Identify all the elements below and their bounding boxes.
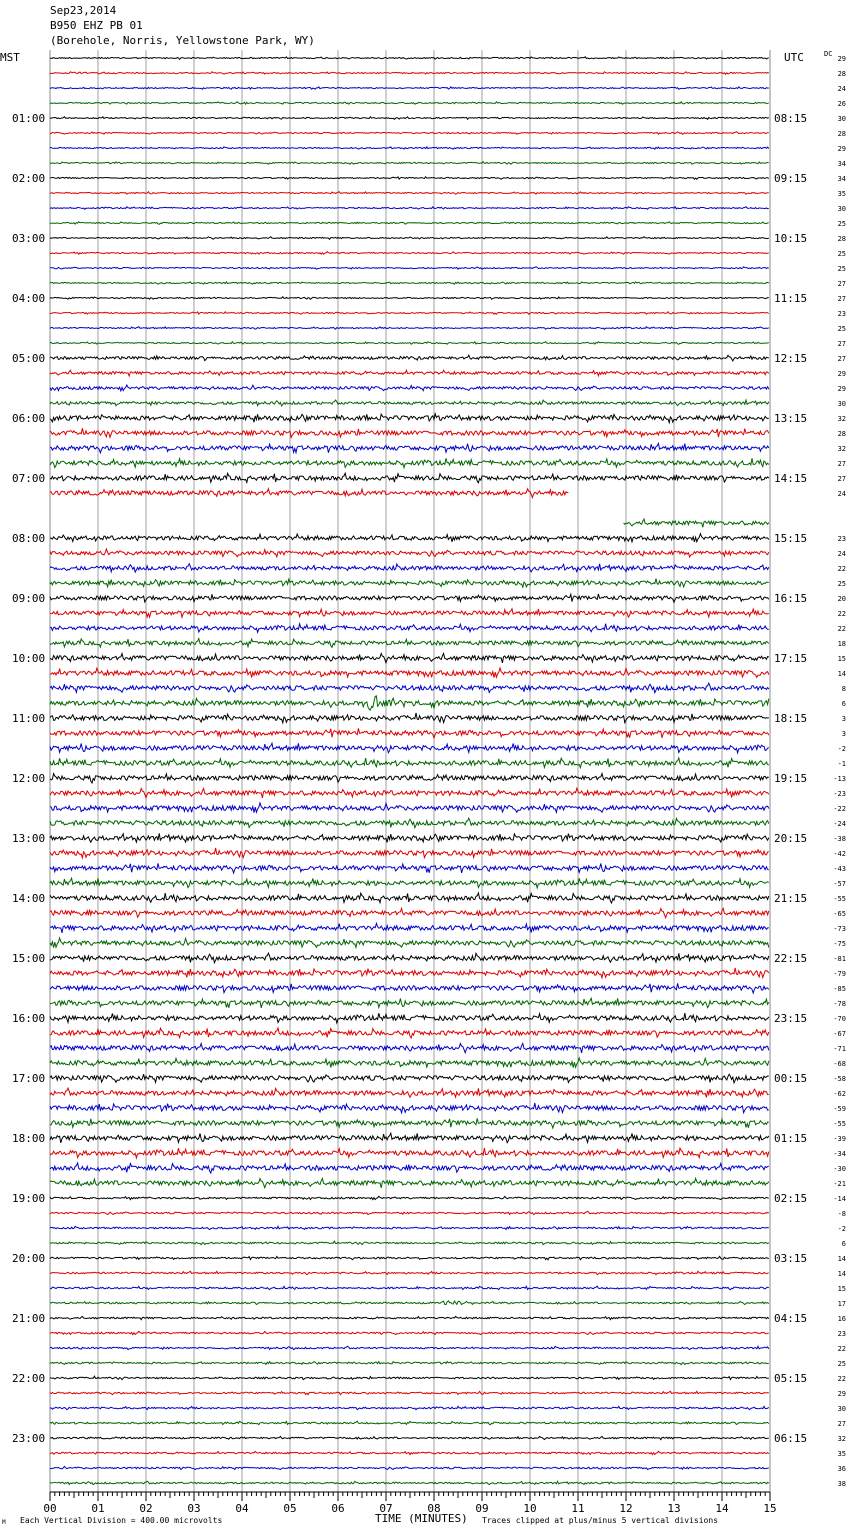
trace-row-43: [50, 696, 769, 710]
trace-row-54: [50, 863, 769, 873]
utc-hour-label: 20:15: [774, 832, 808, 845]
trace-row-25: [50, 428, 769, 437]
utc-hour-label: 00:15: [774, 1072, 808, 1085]
dc-offset-value: -24: [833, 820, 846, 828]
dc-offset-value: -43: [833, 865, 846, 873]
trace-row-26: [50, 443, 769, 452]
dc-offset-value: 6: [841, 700, 846, 708]
mst-hour-label: 01:00: [12, 112, 46, 125]
trace-row-14: [50, 267, 769, 270]
dc-offset-value: -2: [837, 1225, 846, 1233]
dc-offset-value: 14: [837, 1255, 846, 1263]
utc-hour-label: 12:15: [774, 352, 808, 365]
dc-offset-value: 22: [837, 610, 846, 618]
trace-row-38: [50, 624, 769, 633]
utc-hour-label: 08:15: [774, 112, 808, 125]
trace-row-64: [50, 1013, 769, 1023]
trace-row-0: [50, 57, 769, 60]
dc-offset-value: 15: [837, 655, 846, 663]
trace-row-15: [50, 282, 769, 284]
trace-row-86: [50, 1346, 769, 1349]
mst-hour-label: 06:00: [12, 412, 46, 425]
dc-offset-value: 27: [837, 475, 846, 483]
trace-row-67: [50, 1058, 769, 1068]
scale-note: Each Vertical Division = 400.00 microvolts: [20, 1516, 223, 1525]
dc-offset-value: 28: [837, 235, 846, 243]
trace-row-2: [50, 87, 769, 90]
trace-row-50: [50, 803, 769, 813]
dc-offset-value: 25: [837, 580, 846, 588]
trace-row-60: [50, 953, 769, 963]
mst-hour-label: 05:00: [12, 352, 46, 365]
trace-row-32: [50, 534, 769, 542]
dc-offset-value: 24: [837, 550, 846, 558]
mst-hour-label: 08:00: [12, 532, 46, 545]
dc-offset-value: 29: [837, 55, 846, 63]
trace-row-11: [50, 222, 769, 225]
dc-offset-value: 28: [837, 130, 846, 138]
utc-hour-label: 19:15: [774, 772, 808, 785]
trace-row-9: [50, 192, 769, 195]
dc-label: DC: [824, 50, 833, 58]
dc-offset-value: 16: [837, 1315, 846, 1323]
dc-offset-value: -70: [833, 1015, 846, 1023]
dc-offset-value: 27: [837, 355, 846, 363]
mst-hour-label: 15:00: [12, 952, 46, 965]
trace-row-75: [50, 1178, 769, 1188]
mst-hour-label: 03:00: [12, 232, 46, 245]
trace-row-6: [50, 147, 769, 149]
dc-offset-value: 27: [837, 280, 846, 288]
corner-mark: M: [2, 1519, 6, 1526]
minute-gridlines: [50, 50, 770, 1492]
dc-offset-value: 28: [837, 70, 846, 78]
trace-row-55: [50, 878, 769, 888]
trace-row-69: [50, 1088, 769, 1097]
trace-row-13: [50, 252, 769, 255]
dc-offset-value: -21: [833, 1180, 846, 1188]
trace-row-90: [50, 1406, 769, 1409]
dc-offset-value: 6: [841, 1240, 846, 1248]
header-date: Sep23,2014: [50, 4, 117, 17]
trace-row-87: [50, 1362, 769, 1365]
trace-row-94: [50, 1466, 769, 1469]
utc-hour-label: 10:15: [774, 232, 808, 245]
x-tick-label: 09: [475, 1502, 489, 1515]
x-tick-label: 04: [235, 1502, 249, 1515]
trace-row-91: [50, 1421, 769, 1425]
trace-row-4: [50, 117, 769, 120]
x-tick-label: 10: [523, 1502, 537, 1515]
mst-hour-label: 02:00: [12, 172, 46, 185]
dc-offset-value: 24: [837, 85, 846, 93]
trace-row-71: [50, 1118, 769, 1128]
utc-hour-label: 11:15: [774, 292, 808, 305]
utc-hour-label: 22:15: [774, 952, 808, 965]
dc-offset-value: -34: [833, 1150, 846, 1158]
trace-row-7: [50, 162, 769, 165]
x-tick-label: 08: [427, 1502, 441, 1515]
trace-row-61: [50, 968, 769, 978]
trace-row-82: [50, 1286, 769, 1290]
dc-offset-value: 22: [837, 1375, 846, 1383]
dc-offset-value: -58: [833, 1075, 846, 1083]
mst-hour-label: 19:00: [12, 1192, 46, 1205]
dc-offset-value: 30: [837, 205, 846, 213]
x-tick-label: 02: [139, 1502, 153, 1515]
utc-hour-label: 21:15: [774, 892, 808, 905]
header-station: B950 EHZ PB 01: [50, 19, 143, 32]
trace-row-80: [50, 1256, 769, 1259]
utc-hour-labels: [774, 112, 807, 1445]
trace-row-93: [50, 1451, 769, 1454]
clip-note: Traces clipped at plus/minus 5 vertical divisions: [482, 1516, 719, 1525]
utc-hour-label: 02:15: [774, 1192, 808, 1205]
dc-offset-value: 29: [837, 1390, 846, 1398]
dc-offset-value: 18: [837, 640, 846, 648]
mst-hour-label: 04:00: [12, 292, 46, 305]
dc-offset-value: -78: [833, 1000, 846, 1008]
mst-hour-labels: [12, 112, 45, 1445]
dc-offset-value: 30: [837, 115, 846, 123]
mst-hour-label: 20:00: [12, 1252, 46, 1265]
header-location: (Borehole, Norris, Yellowstone Park, WY): [50, 34, 315, 47]
dc-offset-value: -22: [833, 805, 846, 813]
trace-row-57: [50, 908, 769, 917]
dc-offset-value: 14: [837, 670, 846, 678]
dc-offset-value: 27: [837, 340, 846, 348]
utc-hour-label: 15:15: [774, 532, 808, 545]
utc-hour-label: 01:15: [774, 1132, 808, 1145]
dc-offset-value: -62: [833, 1090, 846, 1098]
x-tick-label: 14: [715, 1502, 729, 1515]
dc-offset-value: 30: [837, 1405, 846, 1413]
dc-offset-value: 27: [837, 460, 846, 468]
mst-hour-label: 09:00: [12, 592, 46, 605]
dc-offset-value: -81: [833, 955, 846, 963]
trace-row-77: [50, 1211, 769, 1214]
mst-hour-label: 21:00: [12, 1312, 46, 1325]
trace-row-68: [50, 1074, 769, 1083]
trace-row-83: [50, 1301, 769, 1305]
seismic-traces: [50, 57, 769, 1485]
mst-hour-label: 23:00: [12, 1432, 46, 1445]
x-tick-label: 13: [667, 1502, 681, 1515]
dc-offset-value: 38: [837, 1480, 846, 1488]
trace-row-27: [50, 458, 769, 467]
trace-row-42: [50, 683, 769, 693]
dc-offset-value: 23: [837, 310, 846, 318]
utc-hour-label: 18:15: [774, 712, 808, 725]
utc-hour-label: 17:15: [774, 652, 808, 665]
dc-offset-value: -65: [833, 910, 846, 918]
dc-offset-value: 32: [837, 1435, 846, 1443]
trace-row-59: [50, 938, 769, 948]
dc-offset-value: 23: [837, 1330, 846, 1338]
dc-offset-value: 26: [837, 100, 846, 108]
trace-row-29: [50, 489, 568, 498]
trace-row-95: [50, 1481, 769, 1484]
mst-hour-label: 16:00: [12, 1012, 46, 1025]
utc-hour-label: 09:15: [774, 172, 808, 185]
trace-row-48: [50, 774, 769, 784]
x-tick-label: 05: [283, 1502, 297, 1515]
mst-hour-label: 13:00: [12, 832, 46, 845]
dc-offset-value: -85: [833, 985, 846, 993]
x-tick-label: 01: [91, 1502, 105, 1515]
dc-offset-value: -39: [833, 1135, 846, 1143]
dc-offset-value: 35: [837, 1450, 846, 1458]
x-tick-label: 00: [43, 1502, 57, 1515]
dc-offset-value: -57: [833, 880, 846, 888]
trace-row-20: [50, 355, 769, 361]
utc-hour-label: 14:15: [774, 472, 808, 485]
trace-row-37: [50, 609, 769, 617]
mst-hour-label: 17:00: [12, 1072, 46, 1085]
trace-row-23: [50, 400, 769, 406]
trace-row-81: [50, 1271, 769, 1274]
dc-offset-value: -8: [837, 1210, 846, 1218]
trace-row-35: [50, 579, 769, 588]
dc-offset-value: -71: [833, 1045, 846, 1053]
x-tick-label: 12: [619, 1502, 633, 1515]
dc-offset-value: 25: [837, 325, 846, 333]
x-tick-label: 15: [763, 1502, 777, 1515]
utc-hour-label: 03:15: [774, 1252, 808, 1265]
trace-row-85: [50, 1331, 769, 1334]
dc-offset-value: 17: [837, 1300, 846, 1308]
trace-row-8: [50, 177, 769, 180]
dc-offset-value: 22: [837, 625, 846, 633]
dc-offset-labels: [833, 55, 846, 1488]
dc-offset-value: 27: [837, 295, 846, 303]
x-tick-label: 06: [331, 1502, 345, 1515]
utc-hour-label: 23:15: [774, 1012, 808, 1025]
dc-offset-value: 29: [837, 145, 846, 153]
dc-offset-value: -14: [833, 1195, 846, 1203]
trace-row-51: [50, 818, 769, 828]
trace-row-19: [50, 342, 769, 345]
trace-row-78: [50, 1226, 769, 1229]
dc-offset-value: 34: [837, 175, 846, 183]
dc-offset-value: 34: [837, 160, 846, 168]
trace-row-5: [50, 132, 769, 135]
trace-row-89: [50, 1391, 769, 1394]
dc-offset-value: 29: [837, 370, 846, 378]
trace-row-36: [50, 594, 769, 602]
trace-row-72: [50, 1133, 769, 1143]
mst-hour-label: 07:00: [12, 472, 46, 485]
utc-label: UTC: [784, 51, 804, 64]
trace-row-44: [50, 713, 769, 723]
dc-offset-value: 23: [837, 535, 846, 543]
x-tick-label: 07: [379, 1502, 393, 1515]
trace-row-41: [50, 668, 769, 678]
dc-offset-value: -38: [833, 835, 846, 843]
dc-offset-value: 20: [837, 595, 846, 603]
trace-row-40: [50, 653, 769, 663]
trace-row-47: [50, 758, 769, 768]
dc-offset-value: -67: [833, 1030, 846, 1038]
mst-hour-label: 11:00: [12, 712, 46, 725]
dc-offset-value: -13: [833, 775, 846, 783]
trace-row-70: [50, 1103, 769, 1113]
dc-offset-value: 15: [837, 1285, 846, 1293]
dc-offset-value: 25: [837, 265, 846, 273]
dc-offset-value: -55: [833, 895, 846, 903]
dc-offset-value: 24: [837, 490, 846, 498]
utc-hour-label: 16:15: [774, 592, 808, 605]
dc-offset-value: 32: [837, 445, 846, 453]
utc-hour-label: 05:15: [774, 1372, 808, 1385]
dc-offset-value: 32: [837, 415, 846, 423]
trace-row-58: [50, 923, 769, 933]
dc-offset-value: -68: [833, 1060, 846, 1068]
trace-row-46: [50, 743, 769, 753]
utc-hour-label: 04:15: [774, 1312, 808, 1325]
dc-offset-value: -55: [833, 1120, 846, 1128]
dc-offset-value: -1: [837, 760, 846, 768]
mst-hour-label: 10:00: [12, 652, 46, 665]
dc-offset-value: -30: [833, 1165, 846, 1173]
mst-hour-label: 18:00: [12, 1132, 46, 1145]
dc-offset-value: 36: [837, 1465, 846, 1473]
trace-row-31: [624, 519, 769, 527]
x-axis-title: TIME (MINUTES): [375, 1512, 468, 1525]
trace-row-18: [50, 327, 769, 330]
trace-row-24: [50, 414, 769, 423]
trace-row-84: [50, 1316, 769, 1319]
dc-offset-value: 3: [841, 730, 846, 738]
trace-row-17: [50, 312, 769, 315]
dc-offset-value: 22: [837, 1345, 846, 1353]
dc-offset-value: -42: [833, 850, 846, 858]
trace-row-52: [50, 833, 769, 842]
dc-offset-value: 8: [841, 685, 846, 693]
mst-hour-label: 22:00: [12, 1372, 46, 1385]
dc-offset-value: 25: [837, 220, 846, 228]
mst-hour-label: 14:00: [12, 892, 46, 905]
x-tick-label: 11: [571, 1502, 585, 1515]
dc-offset-value: -59: [833, 1105, 846, 1113]
mst-label: MST: [0, 51, 20, 64]
dc-offset-value: -79: [833, 970, 846, 978]
trace-row-63: [50, 998, 769, 1008]
x-tick-label: 03: [187, 1502, 201, 1515]
dc-offset-value: 14: [837, 1270, 846, 1278]
trace-row-21: [50, 370, 769, 376]
trace-row-12: [50, 237, 769, 240]
trace-row-76: [50, 1196, 769, 1199]
dc-offset-value: 30: [837, 400, 846, 408]
trace-row-33: [50, 549, 769, 557]
trace-row-53: [50, 848, 769, 858]
trace-row-92: [50, 1436, 769, 1439]
trace-row-45: [50, 728, 769, 738]
trace-row-73: [50, 1148, 769, 1158]
dc-offset-value: 29: [837, 385, 846, 393]
dc-offset-value: 35: [837, 190, 846, 198]
trace-row-10: [50, 207, 769, 210]
dc-offset-value: 27: [837, 1420, 846, 1428]
trace-row-56: [50, 893, 769, 903]
utc-hour-label: 06:15: [774, 1432, 808, 1445]
dc-offset-value: 3: [841, 715, 846, 723]
dc-offset-value: 22: [837, 565, 846, 573]
trace-row-74: [50, 1163, 769, 1173]
trace-row-65: [50, 1028, 769, 1038]
utc-hour-label: 13:15: [774, 412, 808, 425]
trace-row-62: [50, 983, 769, 993]
trace-row-34: [50, 564, 769, 572]
mst-hour-label: 12:00: [12, 772, 46, 785]
trace-row-28: [50, 473, 769, 483]
trace-row-88: [50, 1376, 769, 1379]
dc-offset-value: 25: [837, 1360, 846, 1368]
dc-offset-value: -73: [833, 925, 846, 933]
trace-row-49: [50, 788, 769, 798]
dc-offset-value: -2: [837, 745, 846, 753]
trace-row-1: [50, 72, 769, 75]
trace-row-66: [50, 1043, 769, 1053]
dc-offset-value: -75: [833, 940, 846, 948]
dc-offset-value: 25: [837, 250, 846, 258]
trace-row-39: [50, 639, 769, 648]
trace-row-3: [50, 102, 769, 105]
trace-row-79: [50, 1241, 769, 1245]
trace-row-16: [50, 297, 769, 300]
dc-offset-value: -23: [833, 790, 846, 798]
dc-offset-value: 28: [837, 430, 846, 438]
trace-row-22: [50, 385, 769, 391]
